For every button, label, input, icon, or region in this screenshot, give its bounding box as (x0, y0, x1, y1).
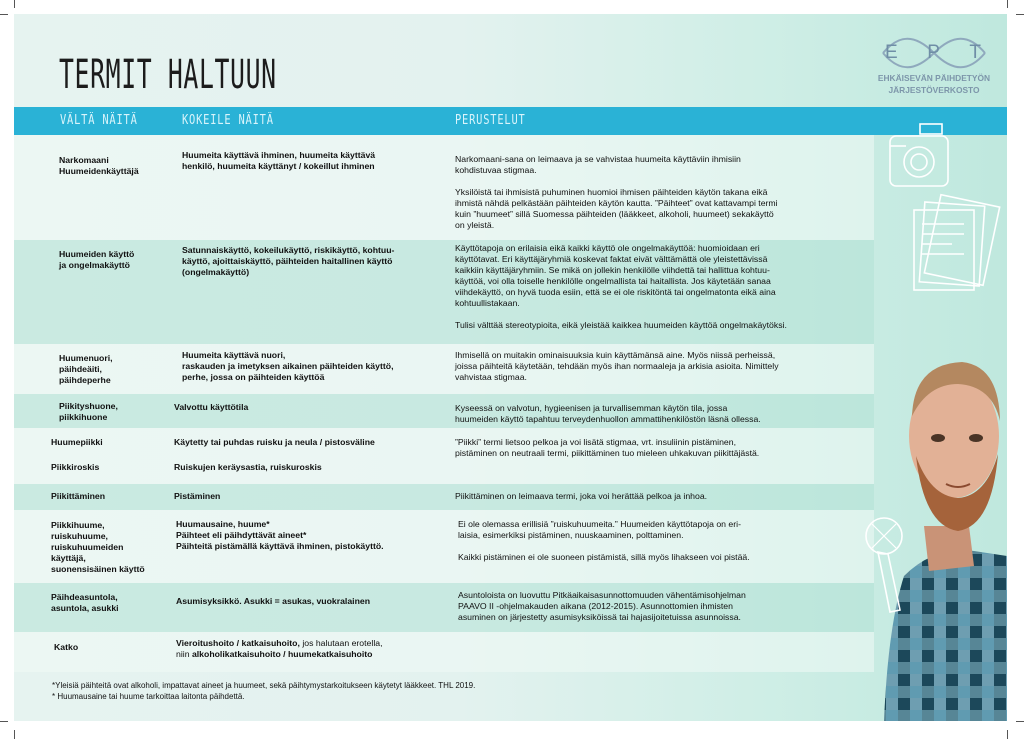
term-try: Vieroitushoito / katkaisuhoito, jos halutaan erotella, niin alkoholikatkaisuhoito / huumekatkaisuhoito (176, 638, 383, 659)
crop-mark (1016, 14, 1024, 15)
crop-mark (1007, 0, 1008, 8)
logo-letter-p: P (927, 42, 942, 63)
header-reasons: PERUSTELUT (455, 113, 526, 128)
footnote: *Yleisiä päihteitä ovat alkoholi, impattavat aineet ja huumeet, sekä päihtymystarkoitukseen käytetyt lääkkeet. THL 2019. (52, 681, 476, 690)
poster-page (14, 14, 1007, 721)
term-avoid: Huumenuori, (59, 353, 113, 363)
crop-mark (1007, 730, 1008, 739)
logo-letter-e: E (885, 42, 900, 63)
term-try: Huumeita käyttävä nuori, (182, 350, 286, 360)
term-avoid: piikkihuone (59, 412, 108, 422)
term-avoid: Piikkihuume, (51, 520, 105, 530)
reason-paragraph: Käyttötapoja on erilaisia eikä kaikki käyttö ole ongelmakäyttöä: huomioidaan eri käyttötavat. Eri käyttäjäryhmiä koskevat faktat eivät välttämättä ole yleistettävissä kaikkiin käyttäjäryhmiin. Se mikä on jollekin henkilölle viihdettä tai hallittua kohtuu- käyttöä, voi olla toiselle henkilölle ongelmallista tai haitallista. Jos käytetään sanaa viihdekäyttö, on hyvä tuoda esiin, että se ei ole riskitöntä tai ongelmatonta eikä aina kohtuullistakaan. (455, 243, 776, 308)
term-avoid: Katko (54, 642, 79, 652)
reason-paragraph: Asuntoloista on luovuttu Pitkäaikaisasunnottomuuden vähentämisohjelman PAAVO II -ohjelmakauden aikana (2012-2015). Asunnottomien ihmisten asuminen on järjestetty asumisyksiköissä tai hajasijoitetuissa asunnoissa. (458, 590, 746, 622)
term-try: Satunnaiskäyttö, kokeilukäyttö, riskikäyttö, kohtuu- (182, 245, 395, 255)
term-try: Päihteitä pistämällä käyttävä ihminen, pistokäyttö. (176, 541, 384, 551)
term-avoid: Huumeidenkäyttäjä (59, 166, 139, 176)
crop-mark (14, 0, 15, 8)
term-avoid: asuntola, asukki (51, 603, 119, 613)
crop-mark (0, 14, 8, 15)
reason-paragraph: Yksilöistä tai ihmisistä puhuminen huomioi ihmisen päihteiden käytön takana eikä ihmistä nähdä pelkästään päihteiden käytön kautta. ”Päihteet” ovat kattavampi termi kuin ”huumeet” sillä Suomessa päihteiden (lääkkeet, alkoholi, huumeet) sekakäyttö on yleistä. (455, 187, 778, 230)
reason-paragraph: Narkomaani-sana on leimaava ja se vahvistaa huumeita käyttäviin ihmisiin kohdistuvaa stigmaa. (455, 154, 741, 175)
page-title: TERMIT HALTUUN (59, 52, 277, 98)
reason-paragraph: Kaikki pistäminen ei ole suoneen pistämistä, sillä myös lihakseen voi pistää. (458, 552, 750, 562)
logo-mark (869, 36, 999, 70)
term-try: Pistäminen (174, 491, 221, 501)
term-avoid: Piikkiroskis (51, 462, 100, 472)
term-avoid: Päihdeasuntola, (51, 592, 118, 602)
term-avoid: suonensisäinen käyttö (51, 564, 145, 574)
crop-mark (14, 730, 15, 739)
term-avoid: käyttäjä, (51, 553, 86, 563)
term-try: Käytetty tai puhdas ruisku ja neula / pistosväline (174, 437, 375, 447)
column-header-bar (14, 107, 1007, 135)
header-try: KOKEILE NÄITÄ (182, 113, 274, 128)
footnote: * Huumausaine tai huume tarkoittaa laitonta päihdettä. (52, 692, 245, 701)
term-avoid: ruiskuhuume, (51, 531, 108, 541)
term-avoid: päihdeperhe (59, 375, 111, 385)
term-try: Ruiskujen keräysastia, ruiskuroskis (174, 462, 322, 472)
term-try: henkilö, huumeita käyttänyt / kokeillut ihminen (182, 161, 375, 171)
row-band (14, 632, 874, 672)
term-avoid: Narkomaani (59, 155, 109, 165)
logo-line-1: EHKÄISEVÄN PÄIHDETYÖN (877, 73, 991, 83)
term-try: Päihteet eli päihdyttävät aineet* (176, 530, 307, 540)
term-avoid: Piikityshuone, (59, 401, 118, 411)
reason-paragraph: Piikittäminen on leimaava termi, joka voi herättää pelkoa ja inhoa. (455, 491, 708, 501)
reason-paragraph: Kyseessä on valvotun, hygieenisen ja turvallisemman käytön tila, jossa huumeiden käyttö tapahtuu terveydenhuollon ammattihenkilöstön läsnä ollessa. (455, 403, 761, 424)
logo-letter-t: T (969, 42, 983, 63)
term-try: raskauden ja imetyksen aikainen päihteiden käyttö, (182, 361, 394, 371)
term-avoid: ruiskuhuumeiden (51, 542, 124, 552)
reason-paragraph: Tulisi välttää stereotypioita, eikä yleistää kaikkea huumeiden käyttöä ongelmakäytöksi. (455, 320, 787, 330)
footnotes (52, 680, 475, 702)
term-avoid: Huumeiden käyttö (59, 249, 135, 259)
reason-paragraph: Ihmisellä on muitakin ominaisuuksia kuin käyttämänsä aine. Myös niissä perheissä, joissa päihteitä käytetään, tehdään myös ihan normaaleja ja arkisia asioita. Nimittely vahvistaa stigmaa. (455, 350, 779, 382)
term-try: Huumeita käyttävä ihminen, huumeita käyttävä (182, 150, 376, 160)
newspaper-icon (912, 190, 1002, 310)
crop-mark (0, 721, 8, 722)
header-avoid: VÄLTÄ NÄITÄ (60, 113, 138, 128)
reason-paragraph: ”Piikki” termi lietsoo pelkoa ja voi lisätä stigmaa, vrt. insuliinin pistäminen, pistäminen on neutraali termi, piikittäminen tuo mieleen uhkakuvan piikittäjästä. (455, 437, 760, 458)
logo-line-2: JÄRJESTÖVERKOSTO (888, 85, 980, 95)
term-avoid: Piikittäminen (51, 491, 106, 501)
term-try: Huumausaine, huume* (176, 519, 270, 529)
term-avoid: Huumepiikki (51, 437, 103, 447)
term-try: perhe, jossa on päihteiden käyttöä (182, 372, 325, 382)
microphone-icon (856, 514, 926, 614)
term-try: Asumisyksikkö. Asukki = asukas, vuokralainen (176, 596, 371, 606)
term-try: (ongelmakäyttö) (182, 267, 250, 277)
term-try: Valvottu käyttötila (174, 402, 249, 412)
term-avoid: ja ongelmakäyttö (59, 260, 130, 270)
row-band (14, 484, 874, 510)
ept-logo (869, 36, 999, 96)
term-avoid: päihdeäiti, (59, 364, 102, 374)
term-try: käyttö, ajoittaiskäyttö, päihteiden haitallinen käyttö (182, 256, 393, 266)
reason-paragraph: Ei ole olemassa erillisiä ”ruiskuhuumeita.” Huumeiden käyttötapoja on eri- laisia, esimerkiksi pistäminen, nuuskaaminen, polttaminen. (458, 519, 741, 540)
crop-mark (1016, 721, 1024, 722)
